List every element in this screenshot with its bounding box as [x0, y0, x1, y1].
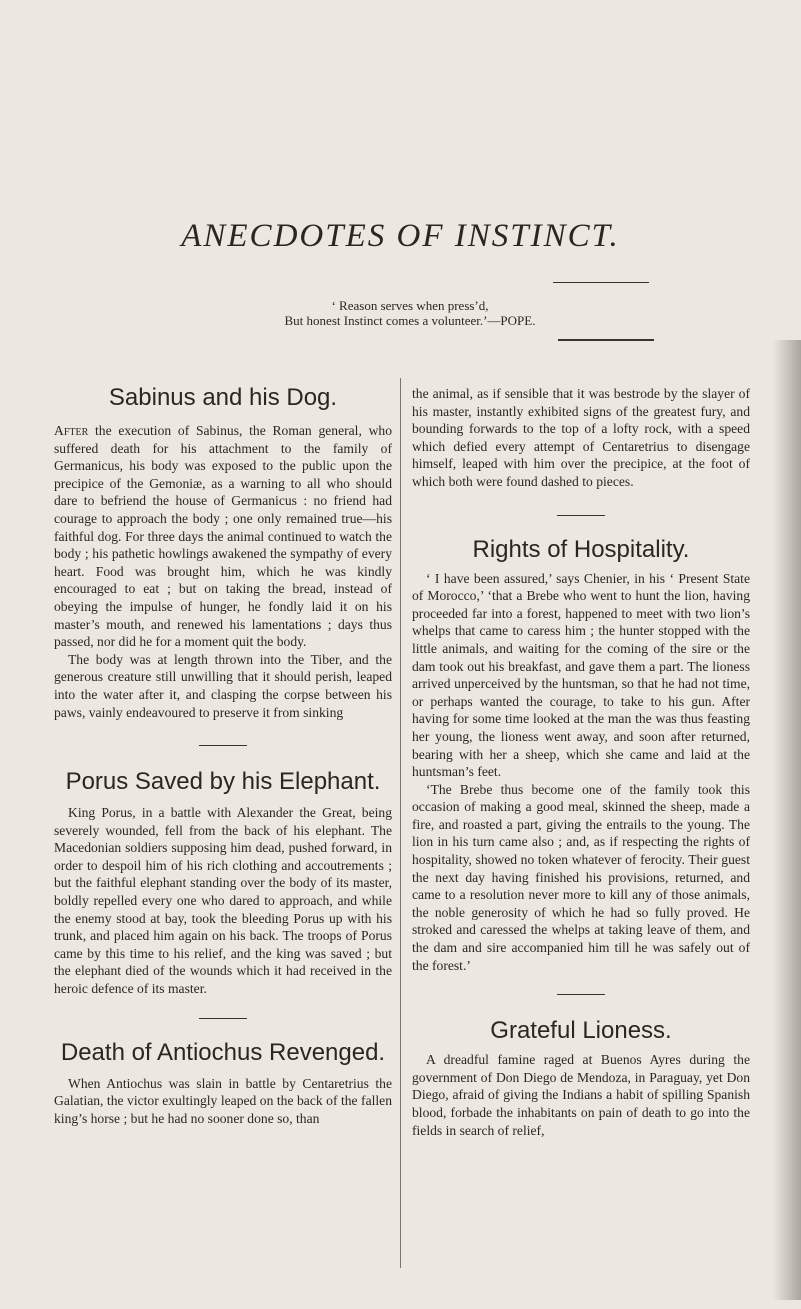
- section-divider: [199, 1018, 247, 1019]
- section-body-hospitality-2: ‘The Brebe thus become one of the family took this occasion of making a good meal, skinned the sheep, made a fire, and roasted a part, giving the entrails to the young. The lion in his turn came also ; and, as if respecting the rights of hospitality, showed no token whatever of ferocity. Their guest the next day having finished his provisions, returned, and came to a resolution never more to kill any of those animals, the noble generosity of which he had so fully proved. He stroked and caressed the whelps at taking leave of them, and the dam and sire accompanied him till he was safely out of the forest.’: [412, 781, 750, 973]
- section-body-lioness: A dreadful famine raged at Buenos Ayres during the government of Don Diego de Mendoza, in Paraguay, yet Don Diego, afraid of giving the Indians a habit of spilling Spanish blood, forbade the inhabitants on pain of death to go into the fields in search of relief,: [412, 1052, 750, 1138]
- section-title-antiochus: Death of Antiochus Revenged.: [60, 1038, 386, 1066]
- epigraph-line-2: But honest Instinct comes a volunteer.’—POPE.: [284, 313, 536, 328]
- section-title-lioness: Grateful Lioness.: [490, 1017, 672, 1045]
- page-header: ANECDOTES OF INSTINCT.: [181, 218, 620, 254]
- section-text-sabinus: the execution of Sabinus, the Roman general, who suffered death for his attachment to the family of Germanicus, his body was exposed to the public upon the precipice of the Gemoniæ, as a warning to all who should dare to befriend the house of Germanicus : no friend had courage to approach the body ; one only remained true—his faithful dog. For three days the animal continued to watch the body ; his pathetic howlings awakened the sympathy of every heart. Food was brought him, which he was kindly encouraged to eat ; but on taking the bread, instead of obeying the impulse of hunger, he fondly laid it on his master’s mouth, and renewed his lamentations ; days thus passed, nor did he for a moment quit the body.: [54, 423, 392, 650]
- section-title-porus: Porus Saved by his Elephant.: [65, 768, 381, 796]
- section-body-hospitality: ‘ I have been assured,’ says Chenier, in his ‘ Present State of Morocco,’ ‘that a Brebe who went to hunt the lion, having proceeded far into a forest, happened to meet with two lion’s whelps that came to caress him ; the hunter stopped with the little animals, and waiting for the coming of the sire or the dam took out his breakfast, and gave them a part. The lioness arrived unperceived by the huntsman, so that he had not time, or perhaps wanted the courage, to take to his gun. After having for some time looked at the man the was thus feasting her young, the lioness went away, and soon after returned, bearing with her a sheep, which she came and laid at the huntsman’s feet.: [412, 570, 750, 780]
- page-edge-shadow: [773, 340, 801, 1300]
- section-body-antiochus: When Antiochus was slain in battle by Centaretrius the Galatian, the victor exultingly leaped on the back of the fallen king’s horse ; but he had no sooner done so, than: [54, 1075, 392, 1126]
- section-lead-sabinus: After: [54, 423, 89, 438]
- epigraph: [150, 298, 670, 328]
- right-column: [412, 385, 750, 1139]
- epigraph-top-rule: [553, 282, 649, 283]
- epigraph-bottom-rule: [558, 339, 654, 341]
- section-body-sabinus: [54, 422, 392, 651]
- section-divider: [557, 515, 605, 516]
- section-title-sabinus: Sabinus and his Dog.: [108, 384, 338, 411]
- section-divider: [557, 994, 605, 995]
- column-divider: [400, 378, 401, 1268]
- epigraph-line-1: ‘ Reason serves when press’d,: [331, 298, 489, 313]
- section-title-hospitality: Rights of Hospitality.: [472, 535, 690, 563]
- section-body-porus: King Porus, in a battle with Alexander the Great, being severely wounded, fell from the back of his elephant. The Macedonian soldiers supposing him dead, pushed forward, in order to despoil him of his rich clothing and accoutrements ; but the faithful elephant standing over the body of its master, boldly repelled every one who dared to approach, and while the enemy stood at bay, took the bleeding Porus up with his trunk, and placed him again on his back. The troops of Porus came by this time to his relief, and the king was saved ; but the elephant died of the wounds which it had received in the heroic defence of its master.: [54, 805, 392, 997]
- section-divider: [199, 745, 247, 746]
- section-continued-antiochus: the animal, as if sensible that it was bestrode by the slayer of his master, instantly exhibited signs of the greatest fury, and bounding forwards to the top of a lofty rock, with a speed which defied every attempt of Centaretrius to disengage himself, leaped with him over the precipice, at the foot of which both were found dashed to pieces.: [412, 386, 750, 489]
- left-column: [54, 384, 392, 1127]
- section-body-sabinus-2: The body was at length thrown into the Tiber, and the generous creature still unwilling that it should perish, leaped into the water after it, and clasping the corpse between his paws, vainly endeavoured to preserve it from sinking: [54, 651, 392, 720]
